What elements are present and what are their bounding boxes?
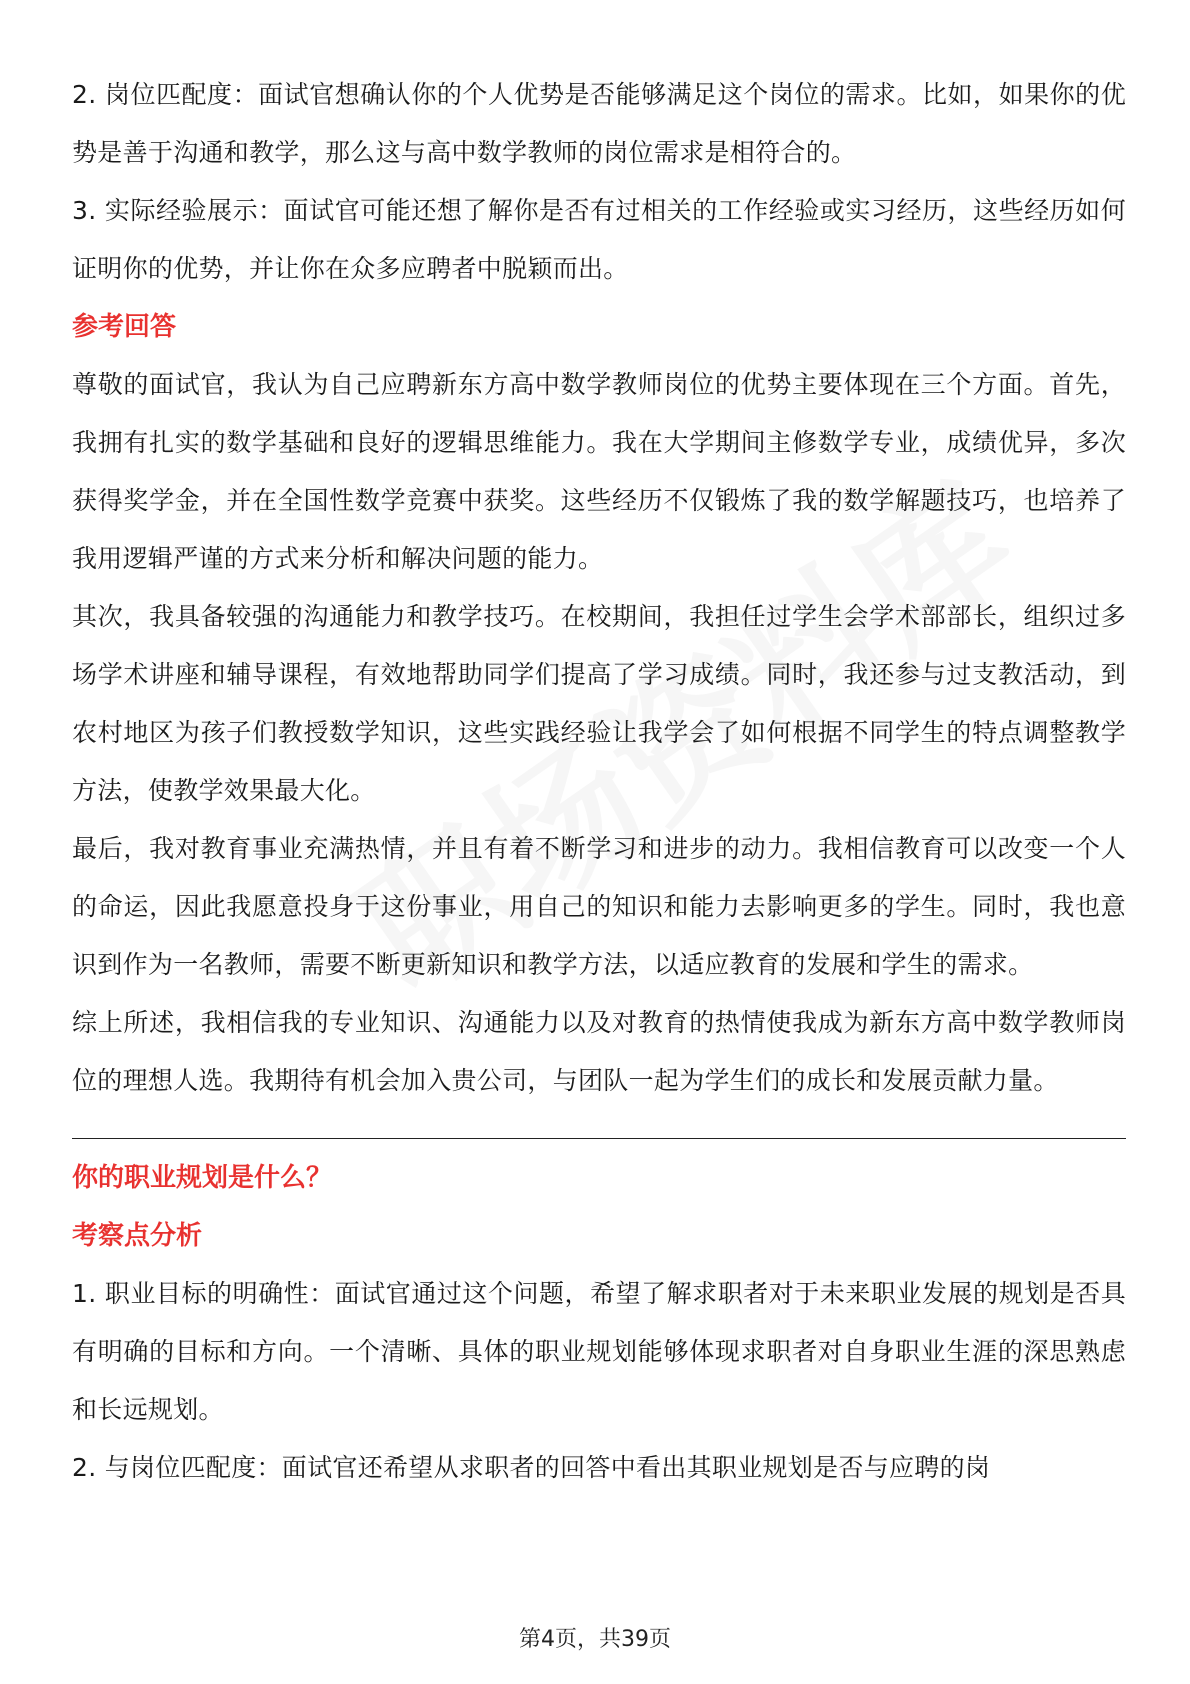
document-body	[72, 66, 1126, 1497]
answer-paragraph-4: 综上所述，我相信我的专业知识、沟通能力以及对教育的热情使我成为新东方高中数学教师岗位的理想人选。我期待有机会加入贵公司，与团队一起为学生们的成长和发展贡献力量。	[72, 1008, 1126, 1095]
analysis-point-2b: 2. 与岗位匹配度：面试官还希望从求职者的回答中看出其职业规划是否与应聘的岗	[72, 1453, 991, 1482]
question-title: 你的职业规划是什么？	[72, 1163, 333, 1193]
reference-answer-heading: 参考回答	[72, 312, 177, 342]
analysis-point-2: 2. 岗位匹配度：面试官想确认你的个人优势是否能够满足这个岗位的需求。比如，如果你的优势是善于沟通和教学，那么这与高中数学教师的岗位需求是相符合的。	[72, 80, 1126, 167]
answer-paragraph-3: 最后，我对教育事业充满热情，并且有着不断学习和进步的动力。我相信教育可以改变一个人的命运，因此我愿意投身于这份事业，用自己的知识和能力去影响更多的学生。同时，我也意识到作为一名教师，需要不断更新知识和教学方法，以适应教育的发展和学生的需求。	[72, 834, 1126, 979]
analysis-point-3: 3. 实际经验展示：面试官可能还想了解你是否有过相关的工作经验或实习经历，这些经历如何证明你的优势，并让你在众多应聘者中脱颖而出。	[72, 196, 1126, 283]
answer-paragraph-2: 其次，我具备较强的沟通能力和教学技巧。在校期间，我担任过学生会学术部部长，组织过多场学术讲座和辅导课程，有效地帮助同学们提高了学习成绩。同时，我还参与过支教活动，到农村地区为孩子们教授数学知识，这些实践经验让我学会了如何根据不同学生的特点调整教学方法，使教学效果最大化。	[72, 602, 1126, 805]
page-footer: 第4页，共39页	[519, 1627, 671, 1652]
answer-paragraph-1: 尊敬的面试官，我认为自己应聘新东方高中数学教师岗位的优势主要体现在三个方面。首先，我拥有扎实的数学基础和良好的逻辑思维能力。我在大学期间主修数学专业，成绩优异，多次获得奖学金，并在全国性数学竞赛中获奖。这些经历不仅锻炼了我的数学解题技巧，也培养了我用逻辑严谨的方式来分析和解决问题的能力。	[72, 370, 1126, 573]
analysis-heading: 考察点分析	[72, 1221, 203, 1251]
analysis-point-1: 1. 职业目标的明确性：面试官通过这个问题，希望了解求职者对于未来职业发展的规划是否具有明确的目标和方向。一个清晰、具体的职业规划能够体现求职者对自身职业生涯的深思熟虑和长远规划。	[72, 1279, 1126, 1424]
section-divider	[72, 1138, 1126, 1139]
